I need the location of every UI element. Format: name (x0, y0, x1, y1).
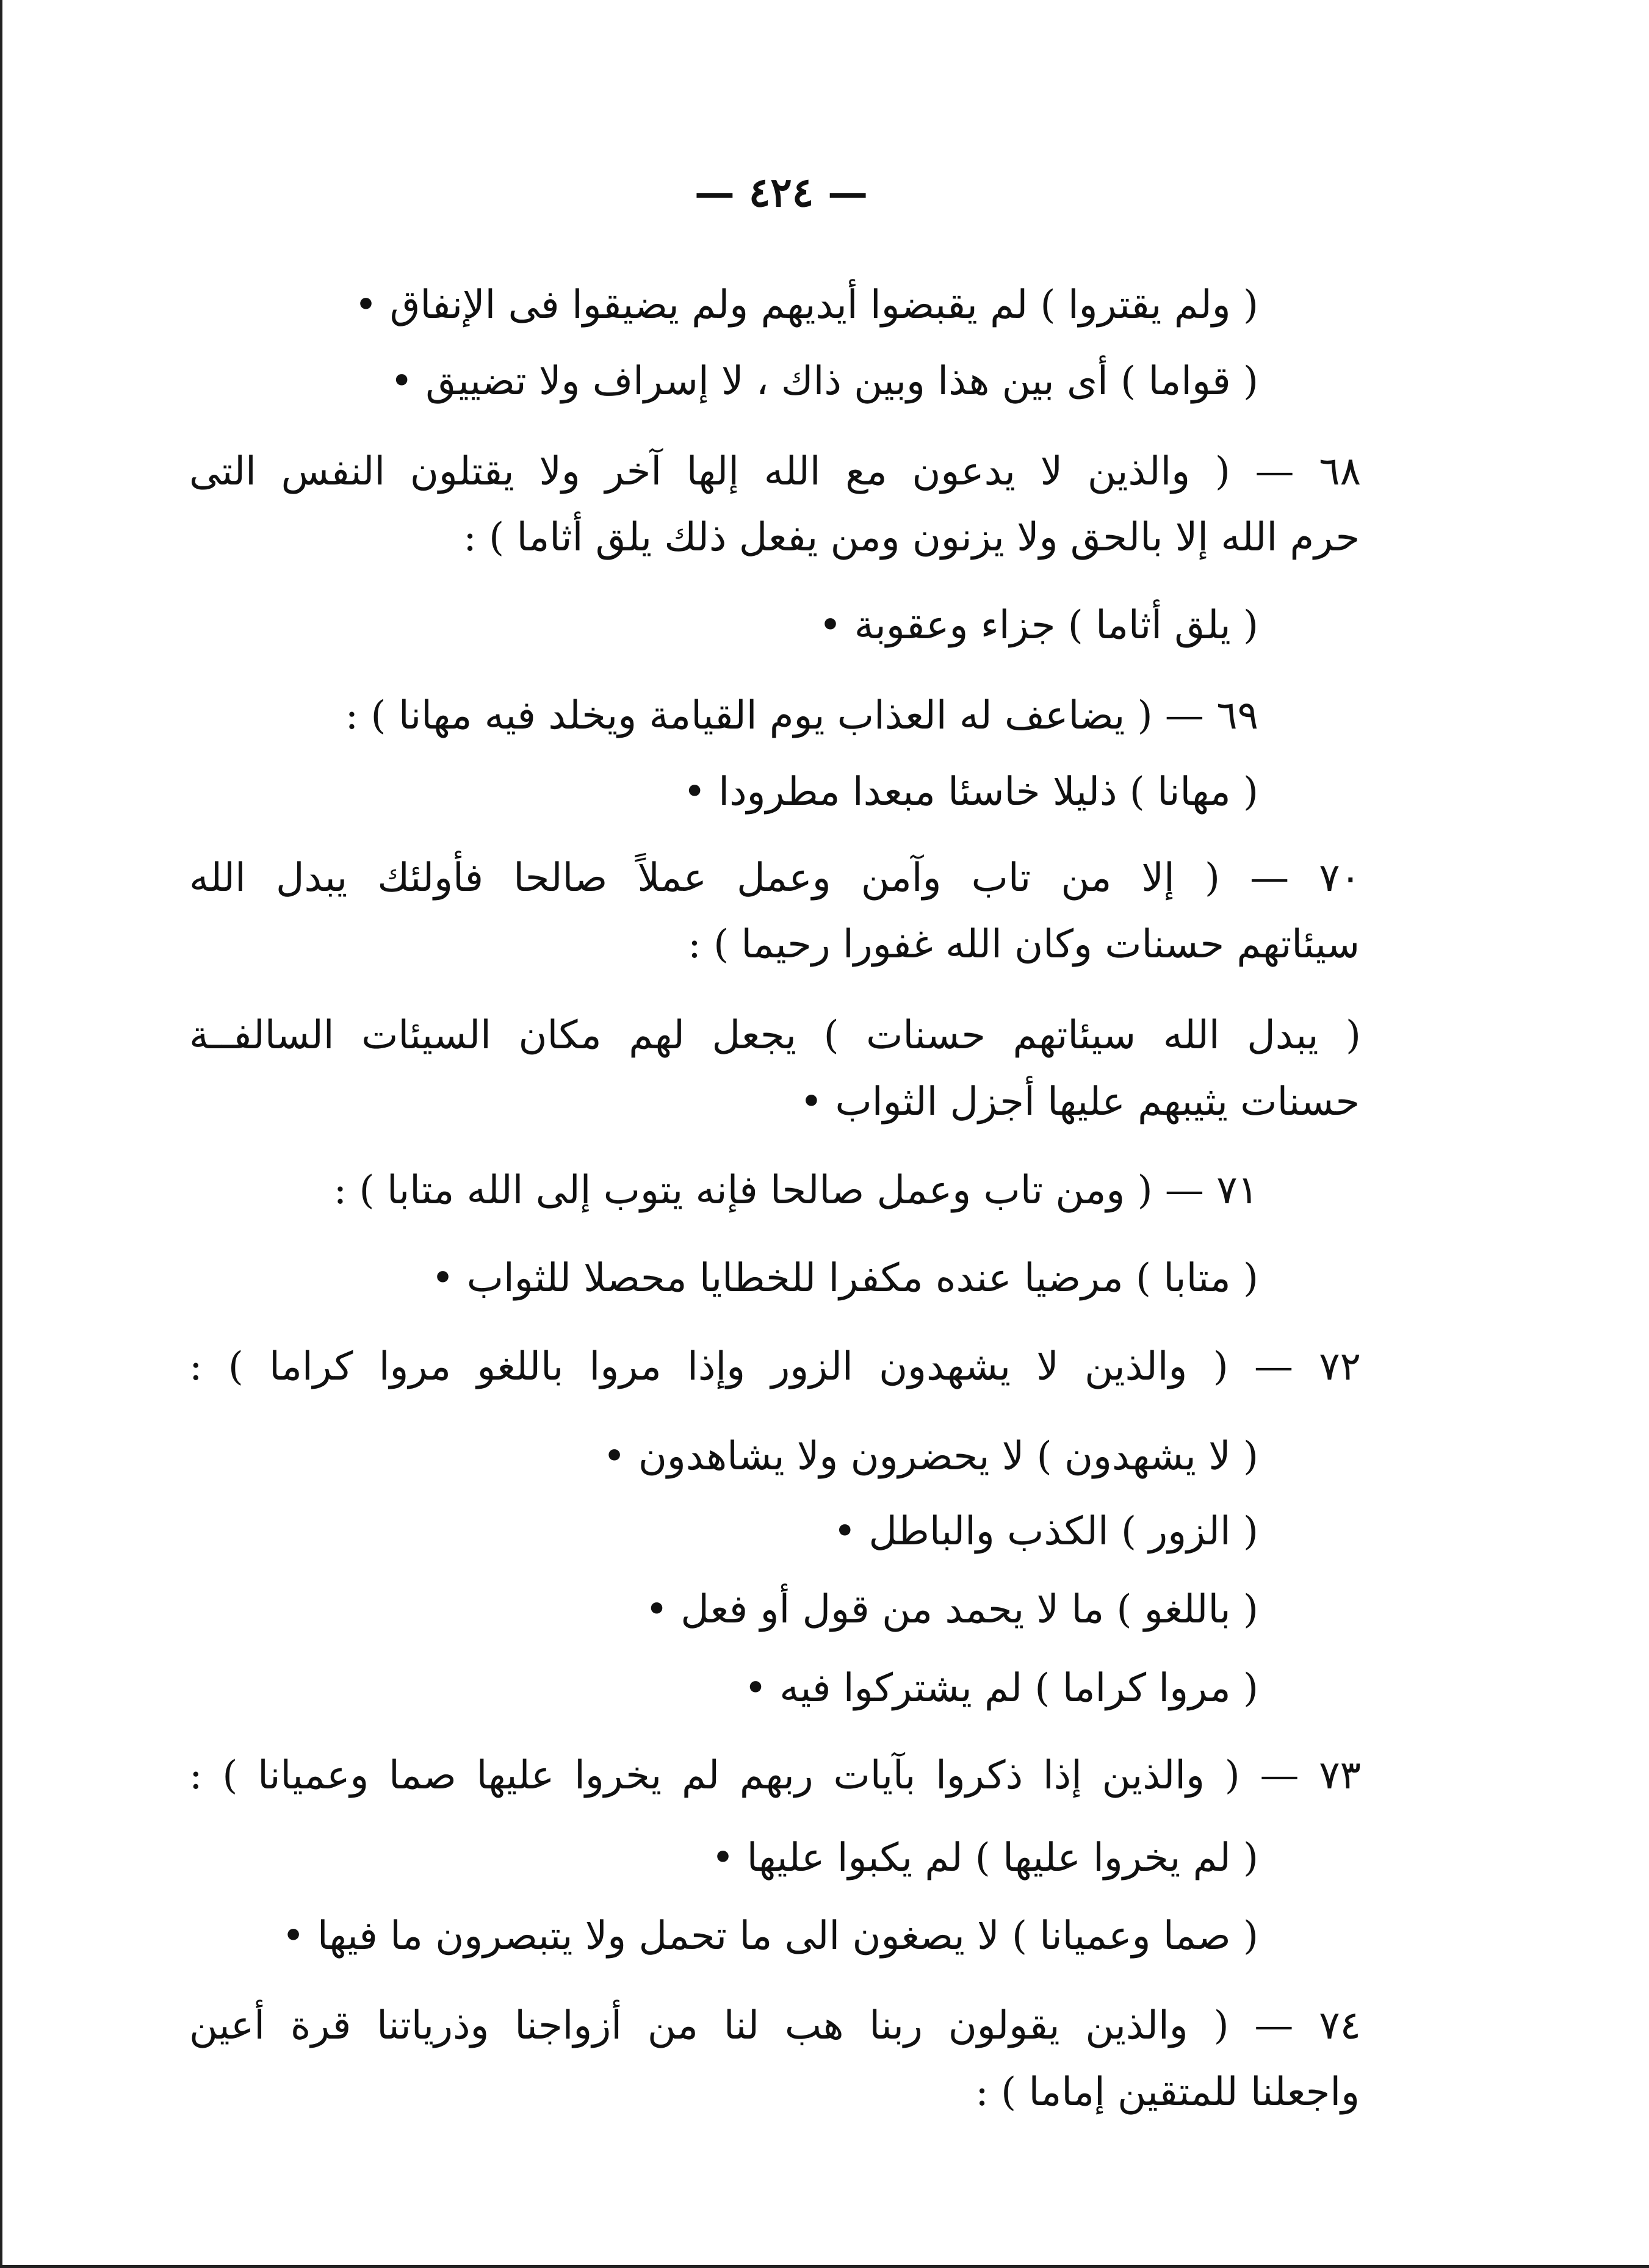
text-line: ٦٨ — ( والذين لا يدعون مع الله إلها آخر ولا يقتلون النفس التى (189, 449, 1361, 494)
text-line: واجعلنا للمتقين إماما ) : (975, 2070, 1360, 2115)
text-line: ٧٠ — ( إلا من تاب وآمن وعمل عملاً صالحا فأولئك يبدل الله (189, 855, 1361, 901)
page-border-bottom (0, 2265, 1649, 2268)
text-line: سيئاتهم حسنات وكان الله غفورا رحيما ) : (688, 922, 1360, 967)
text-line: ( ولم يقتروا ) لم يقبضوا أيديهم ولم يضيقوا فى الإنفاق • (354, 283, 1258, 328)
text-line: ( يبدل الله سيئاتهم حسنات ) يجعل لهم مكان السيئات السالفــة (189, 1013, 1361, 1058)
text-line: ٦٩ — ( يضاعف له العذاب يوم القيامة ويخلد فيه مهانا ) : (345, 693, 1258, 738)
text-line: ( باللغو ) ما لا يحمد من قول أو فعل • (645, 1587, 1258, 1632)
text-line: ( مروا كراما ) لم يشتركوا فيه • (744, 1666, 1258, 1711)
text-line: ٧٢ — ( والذين لا يشهدون الزور وإذا مروا باللغو مروا كراما ) : (189, 1344, 1361, 1389)
text-line: ( لا يشهدون ) لا يحضرون ولا يشاهدون • (602, 1434, 1258, 1479)
text-line: ( صما وعميانا ) لا يصغون الى ما تحمل ولا يتبصرون ما فيها • (281, 1913, 1258, 1959)
text-line: ( الزور ) الكذب والباطل • (833, 1509, 1258, 1554)
text-line: ( يلق أثاما ) جزاء وعقوبة • (818, 603, 1258, 648)
page-number: — ٤٢٤ — (694, 168, 868, 216)
text-line: ( مهانا ) ذليلا خاسئا مبعدا مطرودا • (683, 769, 1258, 815)
text-line: ( لم يخروا عليها ) لم يكبوا عليها • (711, 1835, 1258, 1881)
text-line: ( قواما ) أى بين هذا وبين ذاك ، لا إسراف ولا تضييق • (390, 359, 1258, 404)
page-border-left (0, 0, 2, 2268)
text-line: ٧٣ — ( والذين إذا ذكروا بآيات ربهم لم يخروا عليها صما وعميانا ) : (189, 1753, 1361, 1798)
text-line: حسنات يثيبهم عليها أجزل الثواب • (799, 1079, 1360, 1125)
text-line: حرم الله إلا بالحق ولا يزنون ومن يفعل ذلك يلق أثاما ) : (463, 515, 1360, 560)
text-line: ٧٤ — ( والذين يقولون ربنا هب لنا من أزواجنا وذرياتنا قرة أعين (189, 2003, 1361, 2048)
text-line: ( متابا ) مرضيا عنده مكفرا للخطايا محصلا للثواب • (431, 1256, 1258, 1301)
text-line: ٧١ — ( ومن تاب وعمل صالحا فإنه يتوب إلى الله متابا ) : (333, 1168, 1258, 1213)
